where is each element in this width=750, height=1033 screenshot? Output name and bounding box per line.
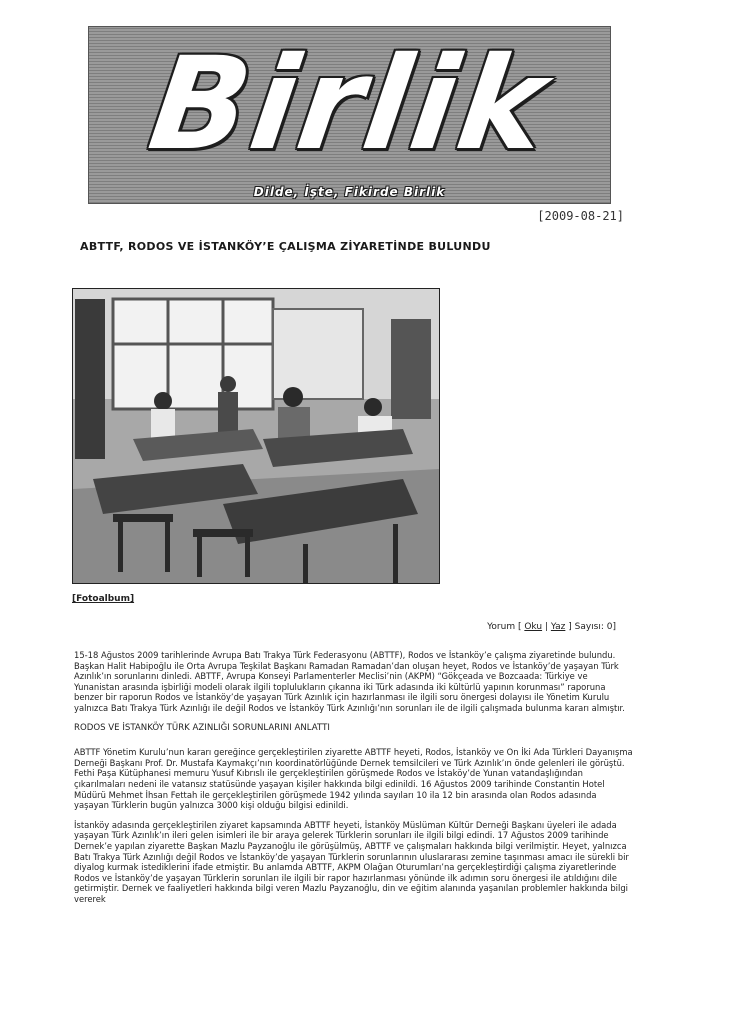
write-comment-link[interactable]: Yaz [550,622,566,632]
fotoalbum-link[interactable]: [Fotoalbum] [72,594,135,604]
article-subhead: RODOS VE İSTANKÖY TÜRK AZINLIĞI SORUNLARINI ANLATTI [74,722,330,733]
article-paragraph-1: 15-18 Ağustos 2009 tarihlerinde Avrupa Batı Trakya Türk Federasyonu (ABTTF), Rodos ve İstanköy’e çalışma ziyaretinde bulundu. Başkan Halit Habipoğlu ile Orta Avrupa Teşkilat Başkanı Ramadan Ramadan’dan oluşan heyet, Rodos ve İstanköy’de yaşayan Türk Azınlık’ın sorunlarını dinledi. ABTTF, Avrupa Konseyi Parlamenterler Meclisi’nin (AKPM) “Gökçeada ve Bozcaada: Türkiye ve Yunanistan arasında işbirliği modeli olarak ilgili toplulukların çıkanna iki Türk adasında iki kültürlü yapının korunması” raporuna benzer bir raporun Rodos ve İstanköy’de yaşayan Türk Azınlık için hazırlanması ile ilgili soru önergesi dolayısı ile Yönetim Kurulu yalnızca Batı Trakya Türk Azınlığı ile değil Rodos ve İstanköy Türk Azınlığı’nın sorunları ile de ilgili çalışmada bulunma kararı almıştır. [74,650,625,713]
birlik-logo: Birlik [141,30,558,179]
classroom-photo-icon [73,289,439,583]
article-date: [2009-08-21] [537,209,624,223]
article-paragraph-3: İstanköy adasında gerçekleştirilen ziyaret kapsamında ABTTF heyeti, İstanköy Müslüman Kültür Derneği Başkanı üyeleri ile adada yaşayan Türk Azınlık’ın ileri gelen isimleri ile bir araya gelerek Türklerin sorunları ile ilgili bilgi edindi. 17 Ağustos 2009 tarihinde Dernek’e yapılan ziyarette Başkan Mazlu Payzanoğlu ile görüşülmüş, ABTTF ve çalışmaları hakkında bilgi verilmiştir. Heyet, yalnızca Batı Trakya Türk Azınlığı değil Rodos ve İstanköy’de yaşayan Türklerin sorunlarının uluslararası zemine taşınması amacı ile sürekli bir diyalog kurmak istediklerini ifade etmiştir. Bu anlamda ABTTF, AKPM Olağan Oturumları’na gerçekleştirdiği çalışma ziyaretlerinde Rodos ve İstanköy’de yaşayan Türklerin sorunları ile ilgili bir rapor hazırlanması yönünde ilk adımın soru önergesi ile atıldığını dile getirmiştir. Dernek ve faaliyetleri hakkında bilgi veren Mazlu Payzanoğlu, din ve eğitim alanında yaşanılan problemler hakkında bilgi vererek [74,819,629,904]
article-body [74,650,634,913]
article-headline: ABTTF, RODOS VE İSTANKÖY’E ÇALIŞMA ZİYARETİNDE BULUNDU [80,240,491,253]
comment-bar [487,622,616,632]
comment-count: ] Sayısı: 0] [568,622,616,632]
comment-separator: | [544,622,548,632]
read-comments-link[interactable]: Oku [524,622,543,632]
comment-prefix: Yorum [ [487,622,522,632]
masthead [88,26,611,204]
classroom-photo [72,288,440,584]
article-paragraph-2: ABTTF Yönetim Kurulu’nun kararı gereğince gerçekleştirilen ziyarette ABTTF heyeti, Rodos, İstanköy ve On İki Ada Türkleri Dayanışma Derneği Başkanı Prof. Dr. Mustafa Kaymakçı’nın koordinatörlüğünde Dernek temsilcileri ve Türk Azınlık’ın önde gelenleri ile görüştü. Fethi Paşa Kütüphanesi memuru Yusuf Kıbrıslı ile gerçekleştirilen görüşmede Rodos ve İstaköy’de Yunan vatandaşlığından çıkarılmaları nedeni ile vatansız statüsünde yaşayan kişiler hakkında bilgi edinildi. 16 Ağustos 2009 tarihinde Constantin Hotel Müdürü Mehmet İhsan Fettah ile gerçekleştirilen görüşmede 1942 yılında sayıları 10 ila 12 bin arasında olan Rodos adasında yaşayan Türklerin bugün yalnızca 3000 kişi olduğu bilgisi edinildi. [74,747,633,811]
masthead-slogan: Dilde, İşte, Fikirde Birlik [253,185,446,199]
